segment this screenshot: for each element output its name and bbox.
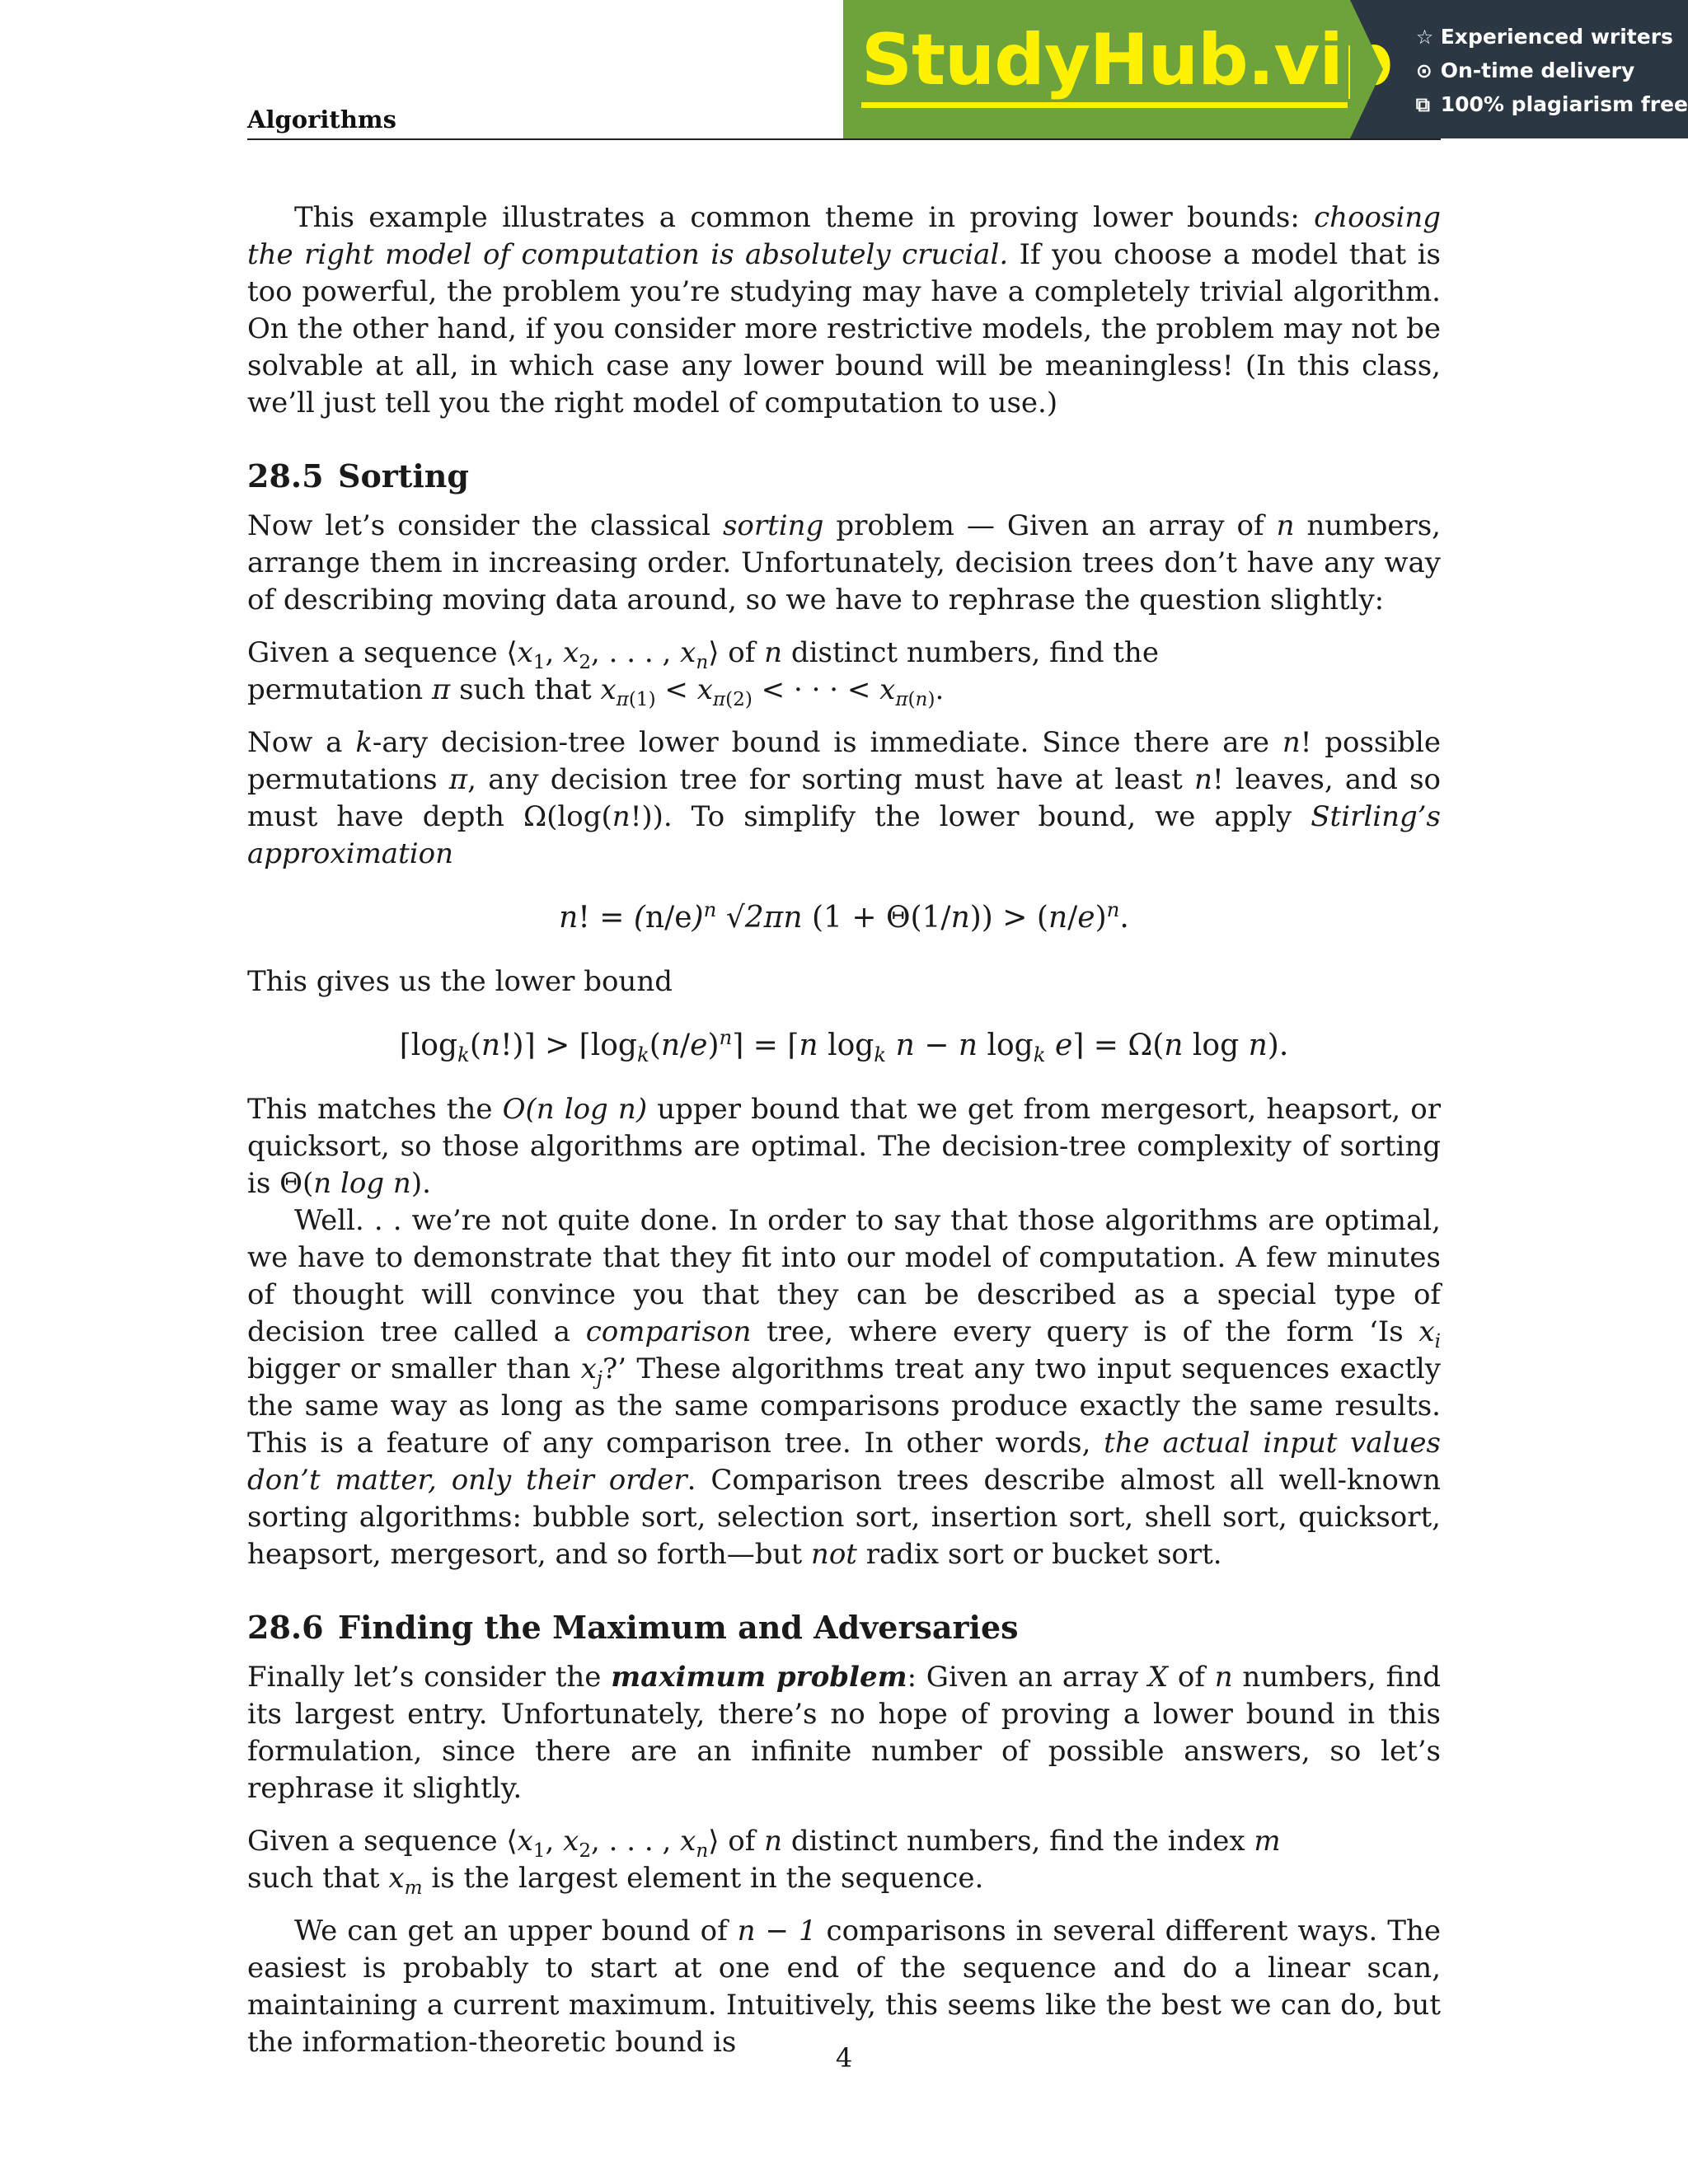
math: O(n log n): [502, 1093, 648, 1126]
emphasis: not: [810, 1538, 857, 1571]
sorting-intro-paragraph: [247, 508, 1441, 619]
text: such that: [247, 1862, 389, 1895]
maximum-problem-statement: Given a sequence $⟨x_1$, $x_2$, . . . , $x_n⟩$ of n distinct numbers, find the index m such that $x_m$ is the largest element in the sequence.: [247, 1825, 1281, 1899]
section-title: Finding the Maximum and Adversaries: [338, 1609, 1019, 1646]
text: comparisons in several different ways. The easiest is probably to start at one end of the sequence and do a linear scan, maintaining a current maximum. Intuitively, this seems like the best we can do, but the information-theoretic bound is: [247, 1915, 1441, 2059]
math: π: [448, 763, 468, 796]
text: : Given an array: [907, 1661, 1148, 1694]
banner-feature: [1416, 54, 1688, 87]
text: tree, where every query is of the form ‘Is: [751, 1315, 1419, 1348]
text: If you choose a model that is too powerful, the problem you’re studying may have a completely trivial algorithm. On the other hand, if you consider more restrictive models, the problem may not be solvable at all, in which case any lower bound will be meaningless! (In this class, we’ll just tell you the right model of computation to use.): [247, 238, 1441, 419]
banner-logo[interactable]: StudyHub.vip: [861, 19, 1393, 101]
section-number: 28.6: [247, 1609, 324, 1646]
star-icon: ☆: [1415, 25, 1434, 49]
math: m: [1254, 1825, 1281, 1858]
emphasis: maximum problem: [611, 1661, 907, 1694]
emphasis: choosing the right model of computation is absolutely crucial.: [247, 201, 1441, 271]
text: Now a: [247, 726, 356, 759]
text: upper bound that we get from mergesort, heapsort, or quicksort, so those algorithms are optimal. The decision-tree complexity of sorting is Θ(: [247, 1093, 1441, 1200]
text: Finally let’s consider the: [247, 1661, 612, 1694]
section-heading-sorting: [247, 457, 1441, 494]
lower-bound-equation: $⌈\log_k(n!)⌉$ > $⌈\log_k(n/e)^n⌉$ = ⌈n $\log_k n - n$ $\log_k$ e⌉ = Ω(n log n).: [399, 1025, 1289, 1067]
text: radix sort or bucket sort.: [856, 1538, 1222, 1571]
copy-icon: ⧉: [1415, 92, 1430, 116]
banner-logo-panel[interactable]: [843, 0, 1393, 138]
math: n: [1276, 509, 1295, 542]
banner-features: [1350, 0, 1688, 138]
math: x: [1418, 1315, 1435, 1348]
banner-feature: [1416, 20, 1688, 54]
emphasis: comparison: [585, 1315, 752, 1348]
math: n: [1214, 1661, 1233, 1694]
section-title: Sorting: [338, 457, 469, 494]
sorting-problem-statement: Given a sequence $⟨x_1$, $x_2$, . . . , $x_n⟩$ of n distinct numbers, find the permutation π such that $x_{\pi(1)} < x_{\pi(2)}$ < · · · < $x_{\pi(n)}$.: [247, 636, 1159, 710]
math: n: [1282, 726, 1301, 759]
text: of: [719, 1825, 765, 1858]
banner-feature: [1416, 87, 1688, 121]
maximum-intro-paragraph: [247, 1659, 1441, 1807]
text: , any decision tree for sorting must have at least: [467, 763, 1195, 796]
optimality-paragraph: [247, 1091, 1441, 1202]
text: Well. . . we’re not quite done. In order to say that those algorithms are optimal, we have to demonstrate that they fit into our model of computation. A few minutes of thought will convince you that they can be described as a special type of decision tree called a: [247, 1204, 1441, 1348]
page-number: 4: [835, 2042, 853, 2074]
text: ).: [410, 1167, 431, 1200]
running-title: Algorithms: [247, 105, 396, 134]
banner-feature-label: 100% plagiarism free: [1440, 92, 1688, 116]
banner-feature-label: Experienced writers: [1440, 25, 1673, 49]
decision-tree-paragraph: [247, 724, 1441, 873]
text: This matches the: [247, 1093, 503, 1126]
ad-banner[interactable]: [843, 0, 1688, 138]
math: n: [612, 800, 631, 833]
math: X: [1147, 1661, 1169, 1694]
text: bigger or smaller than: [247, 1352, 581, 1385]
text: numbers, arrange them in increasing order. Unfortunately, decision trees don’t have any way of describing moving data around, so we have to rephrase the question slightly:: [247, 509, 1441, 616]
math: n log n: [313, 1167, 411, 1200]
text: Now let’s consider the classical: [247, 509, 723, 542]
text: of: [1168, 1661, 1215, 1694]
section-number: 28.5: [247, 457, 324, 494]
header-rule: [247, 138, 1441, 140]
text: ! leaves, and so must have depth Ω(log(: [247, 763, 1441, 833]
text: is the largest element in the sequence.: [422, 1862, 984, 1895]
text: distinct numbers, find the index: [782, 1825, 1254, 1858]
text: problem — Given an array of: [823, 509, 1277, 542]
upper-bound-paragraph: [247, 1913, 1441, 2061]
text: ?’ These algorithms treat any two input sequences exactly the same way as long as the same comparisons produce exactly the same results. This is a feature of any comparison tree. In other words,: [247, 1352, 1441, 1460]
banner-logo-underline: [861, 102, 1348, 108]
banner-feature-label: On-time delivery: [1440, 59, 1635, 82]
text: This example illustrates a common theme in proving lower bounds:: [294, 201, 1315, 234]
text: ! possible permutations: [247, 726, 1441, 796]
comparison-tree-paragraph: Well. . . we’re not quite done. In order to say that those algorithms are optimal, we have to demonstrate that they fit into our model of computation. A few minutes of thought will convince you that they can be described as a special type of decision tree called a comparison tree, where every query is of the form ‘Is $x_i$ bigger or smaller than $x_j$?’ These algorithms treat any two input sequences exactly the same way as long as the same comparisons produce exactly the same results. This is a feature of any comparison tree. In other words, the actual input values don’t matter, only their order. Comparison trees describe almost all well-known sorting algorithms: bubble sort, selection sort, insertion sort, shell sort, quicksort, heapsort, mergesort, and so forth—but not radix sort or bucket sort.: [247, 1204, 1441, 1571]
math: n: [1194, 763, 1212, 796]
math: x: [580, 1352, 597, 1385]
text: numbers, find its largest entry. Unfortunately, there’s no hope of proving a lower bound in this formulation, since there are an infinite number of possible answers, so let’s rephrase it slightly.: [247, 1661, 1441, 1805]
text: . Comparison trees describe almost all well-known sorting algorithms: bubble sort, selection sort, insertion sort, shell sort, quicksort, heapsort, mergesort, and so forth—but: [247, 1464, 1441, 1571]
math: n − 1: [737, 1915, 817, 1947]
math: n: [764, 1825, 783, 1858]
emphasis: sorting: [722, 509, 824, 542]
intro-paragraph: [247, 199, 1441, 422]
emphasis: the actual input values don’t matter, only their order: [247, 1427, 1441, 1497]
section-heading-maximum: [247, 1609, 1441, 1646]
emphasis: Stirling’s approximation: [247, 800, 1441, 870]
text: We can get an upper bound of: [294, 1915, 738, 1947]
stirling-equation: n! = $(n/e)^n$ √2πn $(1 + \Theta(1/n)) > (n/e)^n$.: [559, 898, 1129, 935]
math: k: [355, 726, 373, 759]
page-content: [247, 199, 1441, 2061]
clock-icon: ⊙: [1415, 59, 1432, 82]
text: !)). To simplify the lower bound, we apply: [630, 800, 1311, 833]
lower-bound-intro: This gives us the lower bound: [247, 965, 673, 998]
text: -ary decision-tree lower bound is immediate. Since there are: [372, 726, 1282, 759]
